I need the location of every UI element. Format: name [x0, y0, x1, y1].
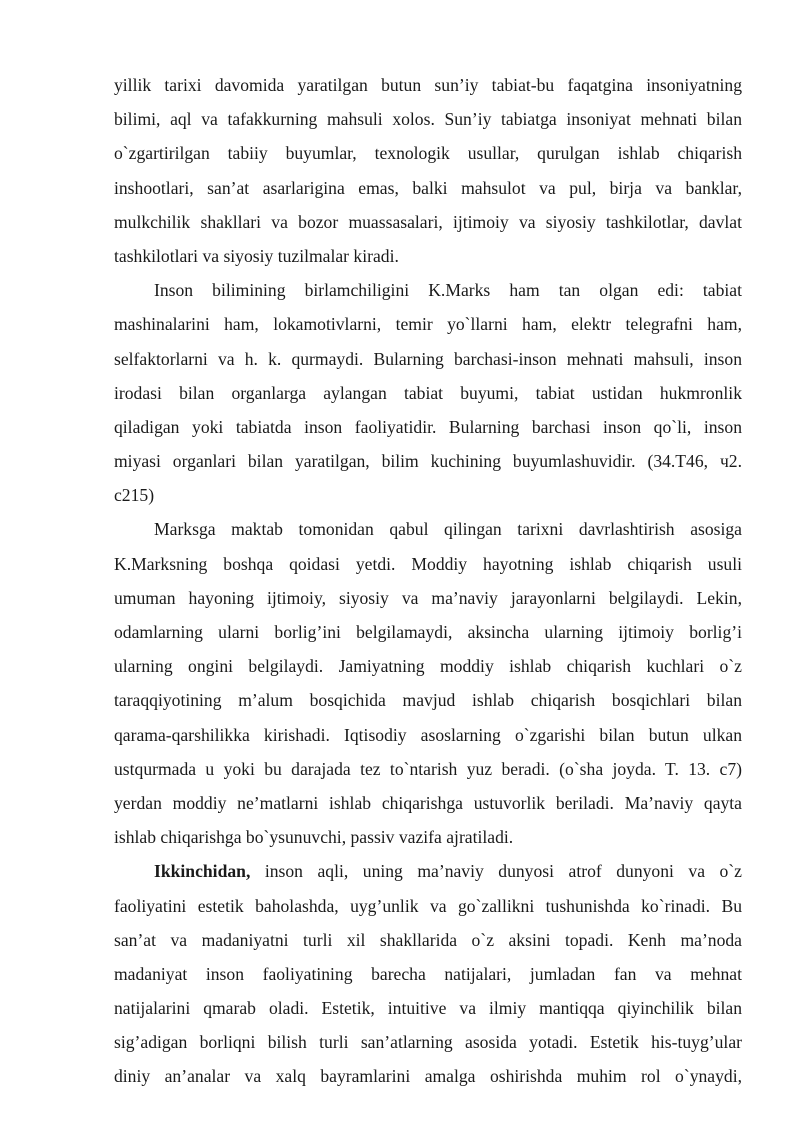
- paragraph-2: [114, 273, 742, 512]
- paragraph-1: [114, 68, 742, 273]
- text-line: qiladigan yoki tabiatda inson faoliyatidir. Bularning barchasi inson qo`li, inson: [114, 416, 742, 437]
- text-line: inshootlari, san’at asarlarigina emas, balki mahsulot va pul, birja va banklar,: [114, 177, 742, 198]
- text-line: mulkchilik shakllari va bozor muassasalari, ijtimoiy va siyosiy tashkilotlar, davlat: [114, 211, 742, 232]
- text-line: ishlab chiqarishga bo`ysunuvchi, passiv vazifa ajratiladi.: [114, 827, 514, 848]
- text-line: Marksga maktab tomonidan qabul qilingan tarixni davrlashtirish asosiga: [154, 519, 742, 540]
- text-line: faoliyatini estetik baholashda, uyg’unlik va go`zallikni tushunishda ko`rinadi. Bu: [114, 895, 742, 916]
- text-line: miyasi organlari bilan yaratilgan, bilim kuchining buyumlashuvidir. (34.T46, ч2.: [114, 451, 742, 472]
- text-line: ularning ongini belgilaydi. Jamiyatning moddiy ishlab chiqarish kuchlari o`z: [114, 656, 742, 677]
- text-line: taraqqiyotining m’alum bosqichida mavjud ishlab chiqarish bosqichlari bilan: [114, 690, 742, 711]
- text-line: yerdan moddiy ne’matlarni ishlab chiqarishga ustuvorlik beriladi. Ma’naviy qayta: [114, 792, 742, 813]
- text-line: Inson bilimining birlamchiligini K.Marks ham tan olgan edi: tabiat: [154, 280, 742, 301]
- text-line: c215): [114, 485, 155, 506]
- text-line: [114, 854, 742, 888]
- text-line: san’at va madaniyatni turli xil shakllarida o`z aksini topadi. Kenh ma’noda: [114, 929, 742, 950]
- text-line: umuman hayoning ijtimoiy, siyosiy va ma’naviy jarayonlarni belgilaydi. Lekin,: [114, 587, 742, 608]
- text-line-rest: inson aqli, uning ma’naviy dunyosi atrof dunyoni va o`z: [250, 861, 742, 882]
- text-line: natijalarini qmarab oladi. Estetik, intuitive va ilmiy mantiqqa qiyinchilik bilan: [114, 998, 742, 1019]
- document-page: [114, 68, 742, 1094]
- text-line: diniy an’analar va xalq bayramlarini amalga oshirishda muhim rol o`ynaydi,: [114, 1066, 742, 1087]
- text-line: o`zgartirilgan tabiiy buyumlar, texnologik usullar, qurulgan ishlab chiqarish: [114, 143, 742, 164]
- paragraph-4: [114, 854, 742, 1093]
- paragraph-3: [114, 512, 742, 854]
- text-line: qarama-qarshilikka kirishadi. Iqtisodiy asoslarning o`zgarishi bilan butun ulkan: [114, 724, 742, 745]
- text-line: bilimi, aql va tafakkurning mahsuli xolos. Sun’iy tabiatga insoniyat mehnati bilan: [114, 109, 742, 130]
- text-line: selfaktorlarni va h. k. qurmaydi. Bularning barchasi-inson mehnati mahsuli, inson: [114, 348, 742, 369]
- text-line: mashinalarini ham, lokamotivlarni, temir yo`llarni ham, elektr telegrafni ham,: [114, 314, 742, 335]
- text-line: ustqurmada u yoki bu darajada tez to`ntarish yuz beradi. (o`sha joyda. T. 13. c7): [114, 758, 742, 779]
- text-line: irodasi bilan organlarga aylangan tabiat buyumi, tabiat ustidan hukmronlik: [114, 382, 742, 403]
- text-line: K.Marksning boshqa qoidasi yetdi. Moddiy hayotning ishlab chiqarish usuli: [114, 553, 742, 574]
- text-line: tashkilotlari va siyosiy tuzilmalar kiradi.: [114, 245, 399, 266]
- paragraph-lead-word: Ikkinchidan,: [154, 861, 251, 882]
- text-line: madaniyat inson faoliyatining barecha natijalari, jumladan fan va mehnat: [114, 963, 742, 984]
- text-line: yillik tarixi davomida yaratilgan butun sun’iy tabiat-bu faqatgina insoniyatning: [114, 75, 742, 95]
- text-line: odamlarning ularni borlig’ini belgilamaydi, aksincha ularning ijtimoiy borlig’i: [114, 622, 742, 642]
- text-line: sig’adigan borliqni bilish turli san’atlarning asosida yotadi. Estetik his-tuyg’ular: [114, 1032, 742, 1053]
